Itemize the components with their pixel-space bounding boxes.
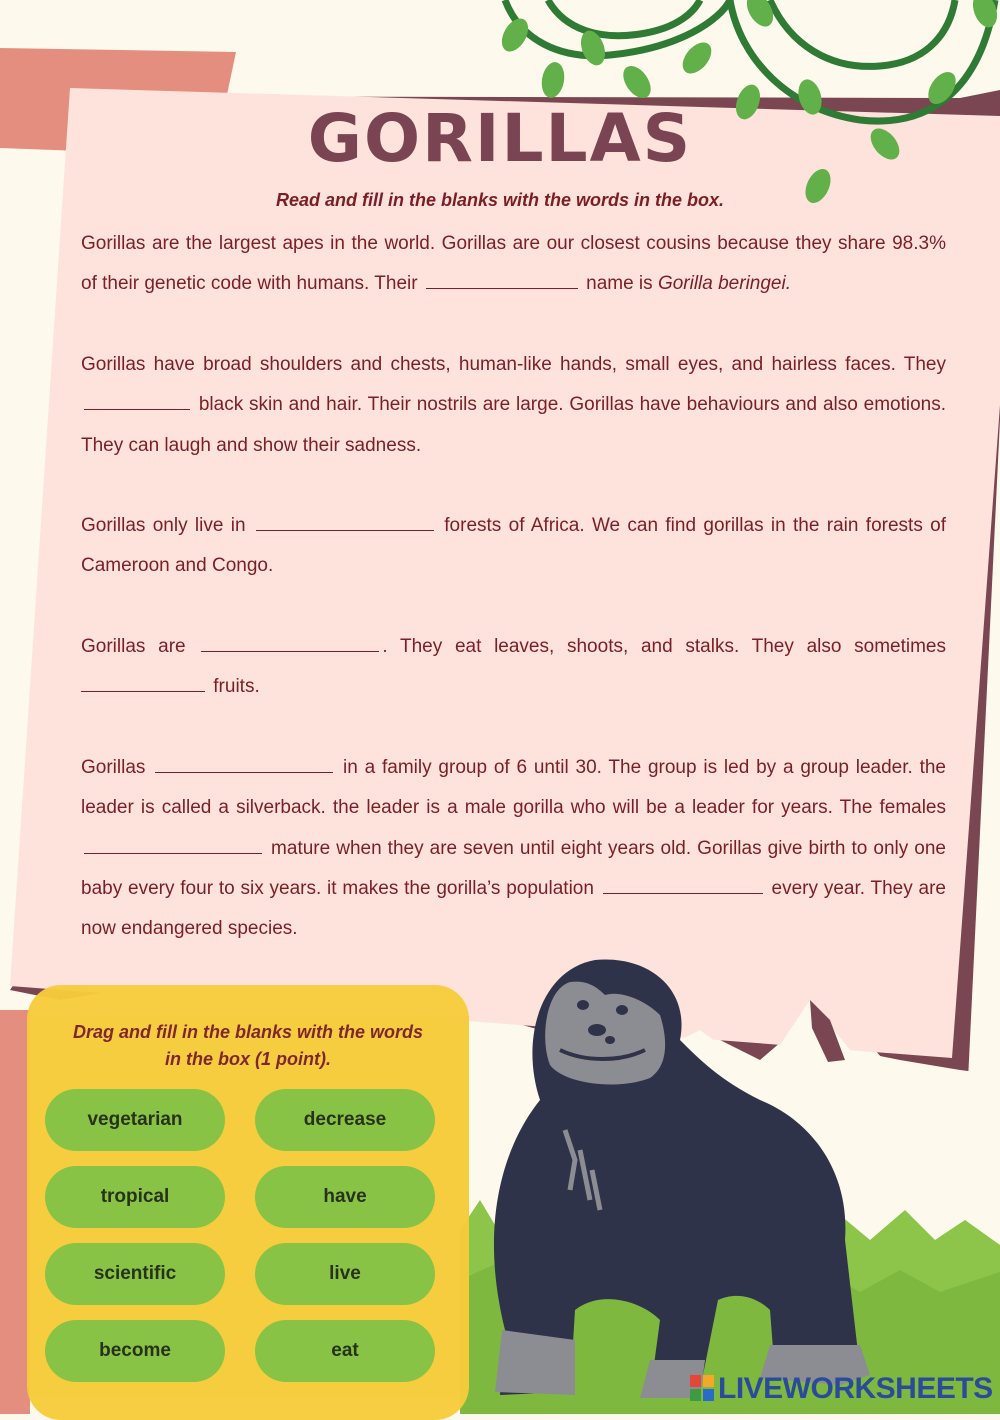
- blank-8-input[interactable]: [603, 873, 763, 894]
- paragraph-text: black skin and hair. Their nostrils are large. Gorillas have behaviours and also emotions. They can laugh and show their sadness.: [81, 394, 947, 456]
- word-chip-become[interactable]: become: [45, 1320, 225, 1382]
- paragraph-text: in a family group of 6 until 30. The group is led by a group leader. the leader is called a silverback. the leader is a male gorilla who will be a leader for years. The females: [81, 757, 946, 819]
- paragraph-text: Gorillas are: [81, 636, 186, 657]
- blank-7-input[interactable]: [84, 833, 262, 854]
- word-bank-title-line2: in the box (1 point).: [165, 1049, 331, 1069]
- logo-badge-icon: [690, 1375, 714, 1401]
- word-chip-have[interactable]: have: [255, 1166, 435, 1228]
- word-chip-vegetarian[interactable]: vegetarian: [45, 1089, 225, 1151]
- paragraph-text: name is: [586, 273, 653, 295]
- scientific-name: Gorilla beringei.: [657, 273, 792, 295]
- word-bank-title: [27, 1019, 469, 1073]
- paragraph-text: forests of Africa. We can find gorillas in the rain forests of Cameroon and Congo.: [81, 515, 947, 577]
- paragraph-text: . They eat leaves, shoots, and stalks. They also sometimes: [382, 636, 947, 657]
- paragraph-5: [81, 748, 946, 949]
- instructions: Read and fill in the blanks with the words in the box.: [275, 190, 725, 210]
- blank-2-input[interactable]: [84, 389, 190, 410]
- paragraph-text: Gorillas are the largest apes in the world. Gorillas are our closest cousins because they share 98.3% of their genetic code with humans. Their: [81, 233, 946, 295]
- paragraph-1: [81, 224, 946, 305]
- word-chip-decrease[interactable]: decrease: [255, 1089, 435, 1151]
- word-chip-live[interactable]: live: [255, 1243, 435, 1305]
- blank-3-input[interactable]: [256, 510, 434, 531]
- page-title: GORILLAS: [307, 100, 693, 177]
- word-bank: [27, 985, 469, 1420]
- paragraph-3: [81, 506, 946, 587]
- paragraph-text: every year. They are now endangered species.: [81, 877, 946, 940]
- paragraph-4: [81, 627, 946, 708]
- paragraph-text: mature when they are seven until eight years old. Gorillas give birth to only one baby every four to six years. it makes the gorilla’s population: [81, 837, 946, 899]
- decorative-side-strip: [0, 1010, 30, 1414]
- blank-4-input[interactable]: [201, 631, 379, 652]
- paragraph-2: [81, 345, 946, 466]
- word-chip-tropical[interactable]: tropical: [45, 1166, 225, 1228]
- liveworksheets-logo: [690, 1372, 993, 1406]
- word-chip-scientific[interactable]: scientific: [45, 1243, 225, 1305]
- paragraph-text: Gorillas only live in: [81, 515, 246, 536]
- blank-6-input[interactable]: [155, 752, 333, 773]
- paragraph-text: Gorillas: [81, 757, 146, 778]
- paragraph-text: fruits.: [213, 676, 260, 698]
- word-bank-title-line1: Drag and fill in the blanks with the words: [72, 1022, 424, 1042]
- paragraph-text: Gorillas have broad shoulders and chests, human-like hands, small eyes, and hairless faces. They: [81, 354, 946, 375]
- blank-5-input[interactable]: [81, 671, 205, 692]
- blank-1-input[interactable]: [426, 268, 578, 289]
- logo-text: LIVEWORKSHEETS: [718, 1372, 993, 1405]
- word-chip-eat[interactable]: eat: [255, 1320, 435, 1382]
